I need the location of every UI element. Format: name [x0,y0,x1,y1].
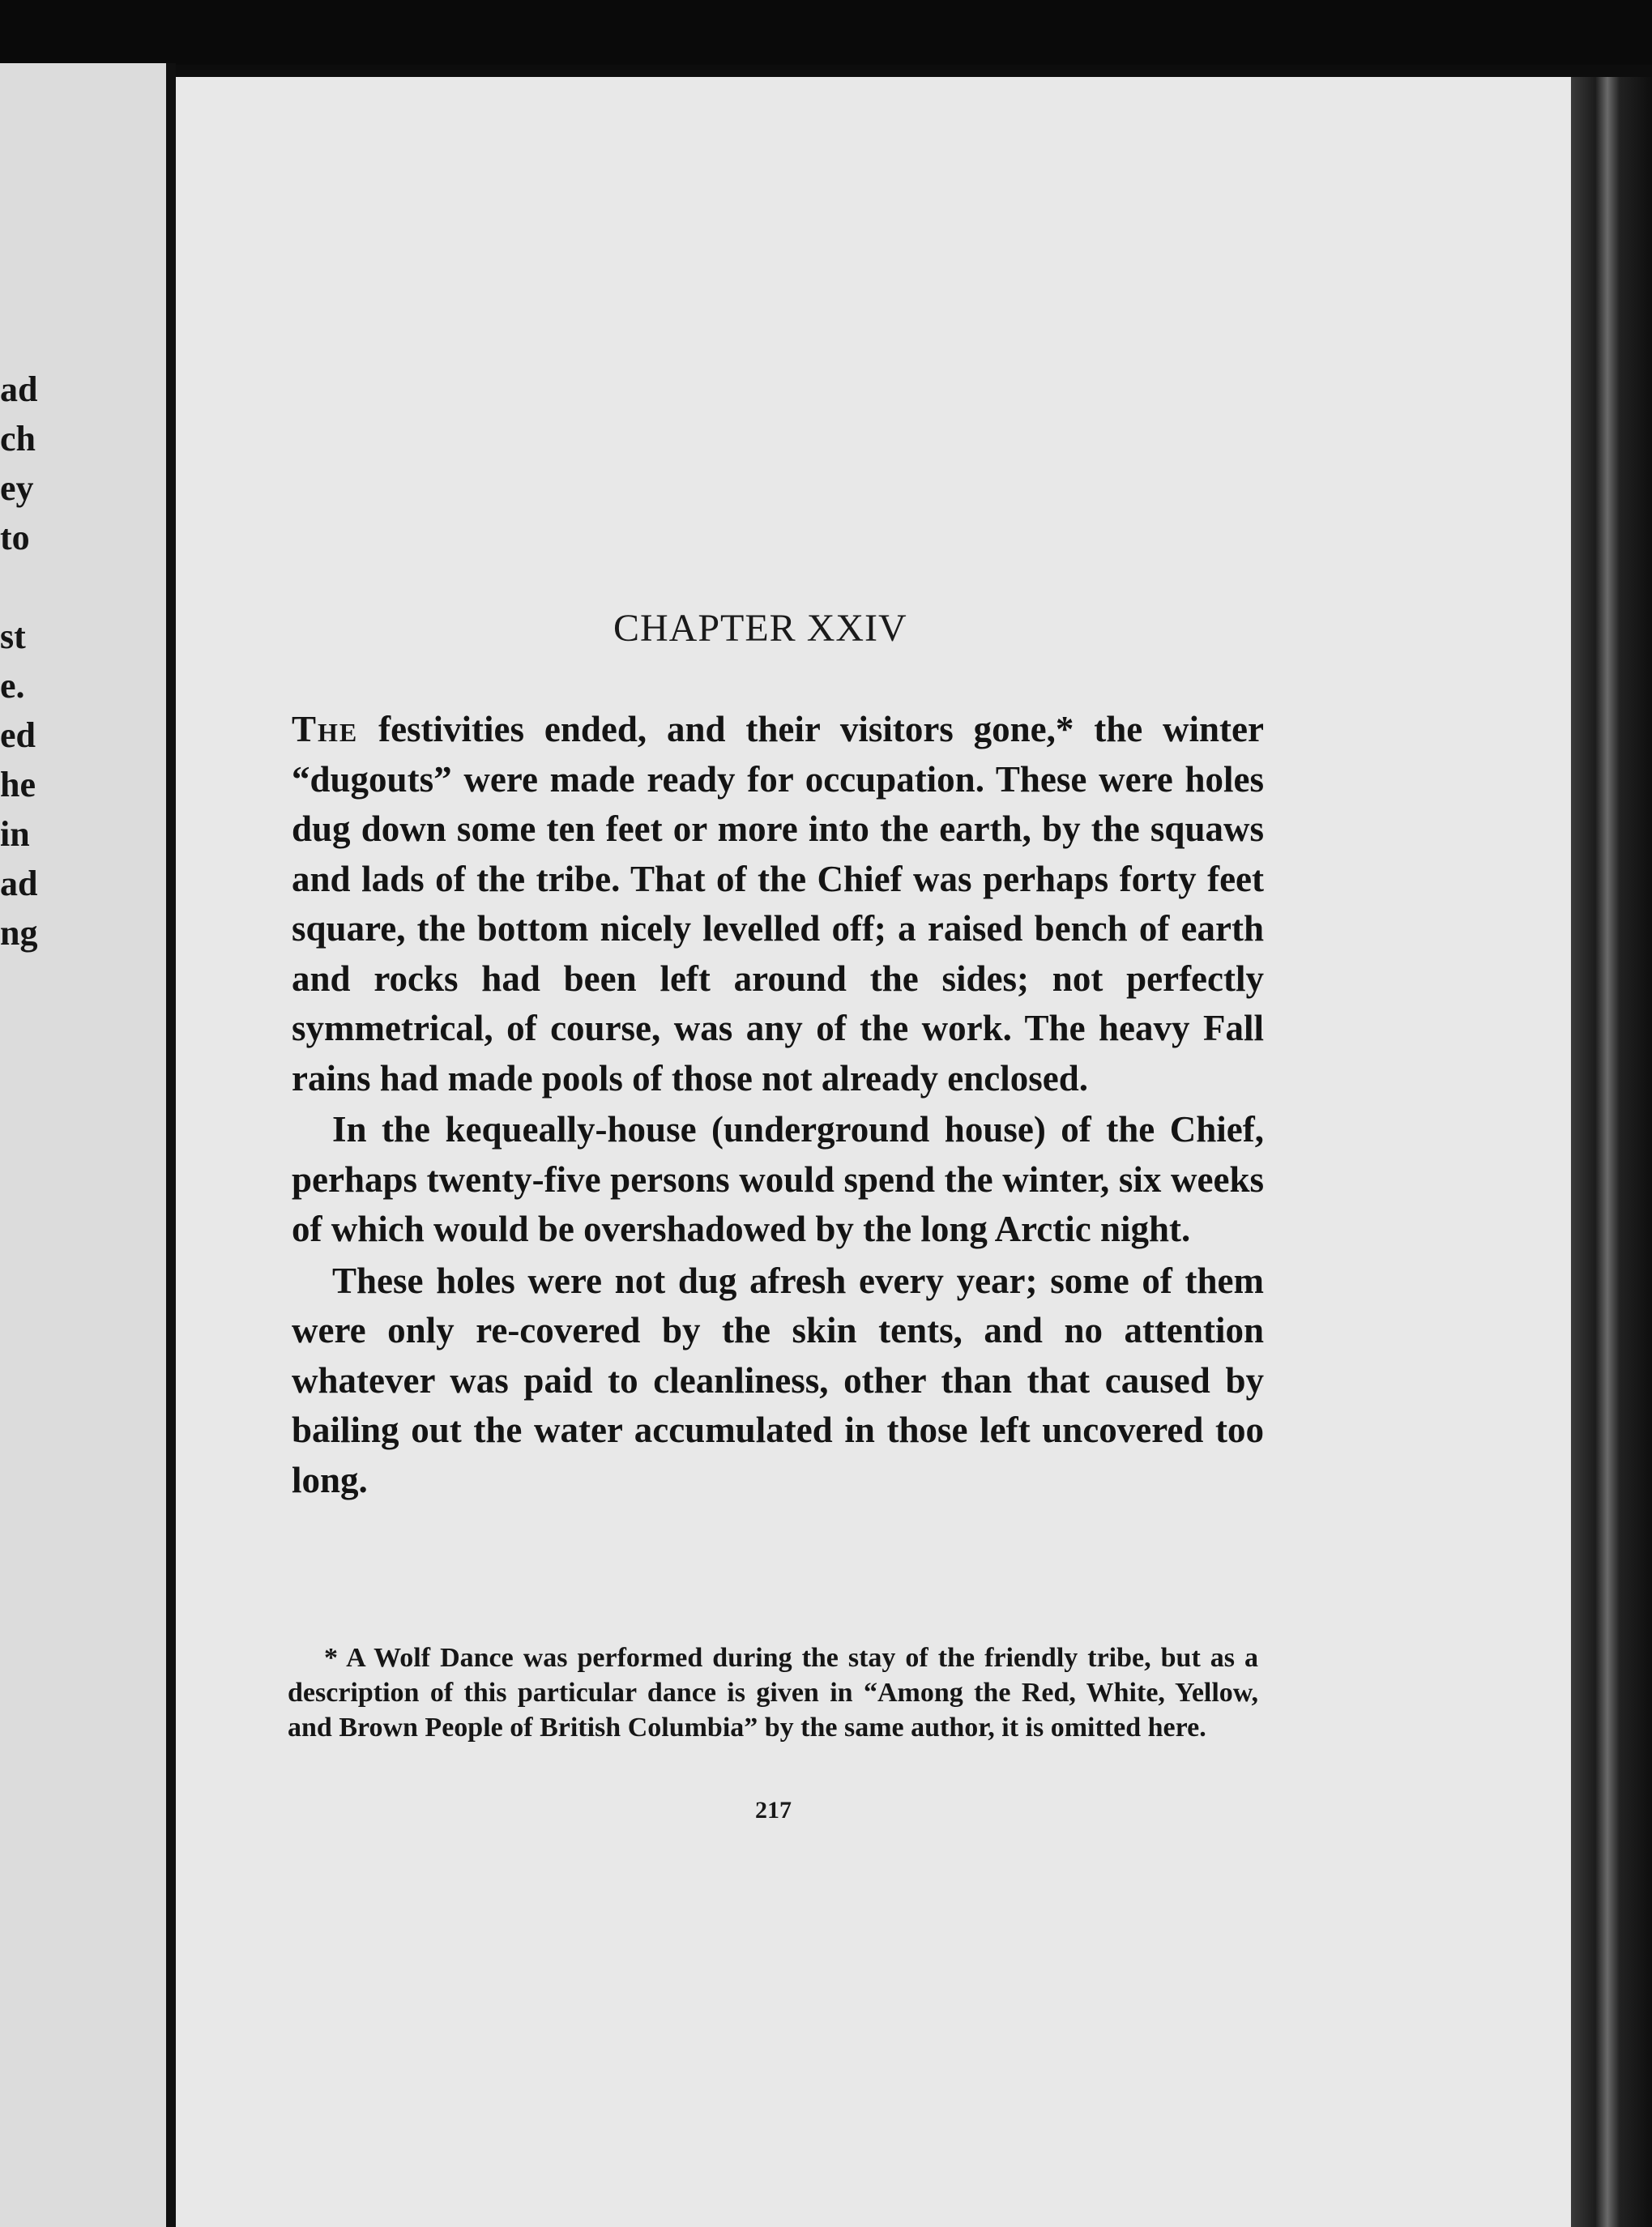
footnote-text: * A Wolf Dance was performed during the stay of the friendly tribe, but as a description of this particular dance is given in “Among the Red, White, Yellow, and Brown People of British Columbia” by the same author, it is omitted here. [288,1643,1258,1743]
page-edge-right [1571,77,1652,2227]
left-page-fragment: ch [0,419,36,459]
footnote [288,1640,1258,1745]
paragraph-1 [292,705,1264,1103]
left-page-fragment: he [0,765,36,804]
left-page-text-fragments [0,365,49,958]
paragraph-3: These holes were not dug afresh every year; some of them were only re-covered by the skin tents, and no attention whatever was paid to cleanliness, other than that caused by bailing out the water accumulated in those left uncovered too long. [292,1260,1264,1500]
left-page-fragment: ad [0,369,38,409]
left-page-fragment: e. [0,666,25,706]
left-page [0,63,166,2227]
left-page-fragment: ad [0,864,38,903]
page-number: 217 [755,1797,792,1824]
scan-top-edge [0,0,1652,65]
left-page-fragment: ng [0,913,38,953]
left-page-fragment: to [0,518,30,557]
paragraph-1-lead: The [292,709,359,749]
left-page-fragment: ed [0,715,36,755]
body-text [292,705,1264,1505]
left-page-fragment [0,562,49,612]
paragraph-2: In the kequeally-house (underground house) of the Chief, perhaps twenty-five persons would spend the winter, six weeks of which would be overshadowed by the long Arctic night. [292,1109,1264,1249]
left-page-fragment: st [0,616,26,656]
left-page-fragment: ey [0,468,34,508]
paragraph-1-text: festivities ended, and their visitors gone,* the winter “dugouts” were made ready for occupation. These were holes dug down some ten feet or more into the earth, by the squaws and lads of the tribe. That of the Chief was perhaps forty feet square, the bottom nicely levelled off; a raised bench of earth and rocks had been left around the sides; not perfectly symmetrical, of course, was any of the work. The heavy Fall rains had made pools of those not already enclosed. [292,709,1264,1099]
chapter-title: CHAPTER XXIV [613,607,907,650]
left-page-fragment: in [0,814,30,854]
book-gutter [166,63,176,2227]
